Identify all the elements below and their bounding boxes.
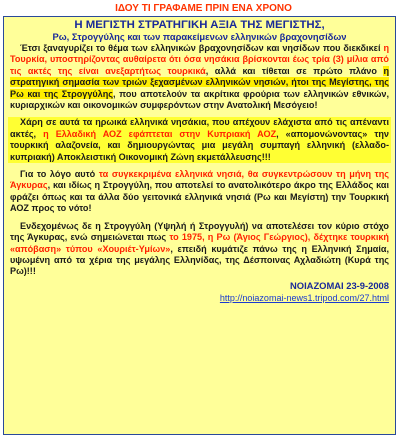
p1-text-e: , που αποτελούν τα ακρίτικα φρούρια των ελληνικών εθνικών, κυριαρχικών και οικονομικών συμφερόντων στην Ανατολική Μεσόγειο! [10,88,389,111]
p1-red-claim: η Τουρκία, υποστηρίζοντας αυθαίρετα ότι όσα νησάκια βρίσκονται έως τρία (3) μίλια από τις ακτές της είναι ανεξαρτήτως τουρκικά [10,43,389,76]
paragraph-3 [10,169,389,215]
article-subtitle: Ρω, Στρογγύλης και των παρακείμενων ελληνικών βραχονησίδων [52,31,347,42]
paragraph-1 [10,43,389,111]
p2-text-c: , «απομονώνοντας» την τουρκική αλαζονεία, και δημιουργώντας μια μεγάλη συμπαγή ελληνική (ελλαδο-κυπριακή) Αποκλειστική Οικονομική Ζώνη εκμετάλλευσης!!! [10,128,389,162]
p1-text-a: Έτσι ξαναγυρίζει το θέμα των ελληνικών βραχονησίδων και νησίδων που διεκδικεί [20,43,384,53]
paragraph-4 [10,221,389,278]
p1-text-c: , αλλά και τίθεται σε πρώτο πλάνο [205,65,384,76]
p3-text-a: Για το λόγο αυτό [20,169,99,180]
paragraph-2 [8,117,391,163]
source-link[interactable]: http://noiazomai-news1.tripod.com/27.html [219,292,389,303]
signature: ΝΟΙΑΖΟΜΑΙ 23-9-2008 [290,279,389,291]
p1-highlight: η στρατηγική σημασία των τριών ξεχασμένων ελληνικών νησιών, ήτοι της Μεγίστης, της Ρω και της Στρογγύλης [10,65,389,99]
p4-red-1975: το 1975, η Ρω (Άγιος Γεώργιος), δέχτηκε τουρκική «απόβαση» τύπου «Χουριέτ-Υμίων» [10,232,389,254]
p3-text-c: , και ιδίως η Στρογγύλη, που αποτελεί το ανατολικότερο άκρο της Ελλάδος και φράζει όπως και τα άλλα δύο γειτονικά ελληνικά νησιά (Ρω και Μεγίστη) την Τουρκική ΑΟΖ προς το νότο! [10,180,389,214]
article-title: Η ΜΕΓΙΣΤΗ ΣΤΡΑΤΗΓΙΚΗ ΑΞΙΑ ΤΗΣ ΜΕΓΙΣΤΗΣ, [74,19,325,31]
p4-text-a: Ενδεχομένως δε η Στρογγύλη (Υψηλή ή Στρογγυλή) να αποτελέσει τον κύριο στόχο της Άγκυρας, ενώ σημειώνεται πως [10,220,389,243]
p4-text-c: , επειδή κυμάτιζε πάνω της η Ελληνική Σημαία, υψωμένη από τα χέρια της μεγάλης Ελληνίδας, της Δέσποινας Αχλαδιώτη (Κυρά της Ρω)!!! [10,243,389,277]
p2-red-aoz: η Ελλαδική ΑΟΖ εφάπτεται στην Κυπριακή ΑΟΖ [43,128,277,139]
kicker-heading: ΙΔΟΥ ΤΙ ΓΡΑΦΑΜΕ ΠΡΙΝ ΕΝΑ ΧΡΟΝΟ [115,3,292,14]
article-box [3,16,396,435]
p2-text-a: Χάρη σε αυτά τα ηρωικά ελληνικά νησάκια, που απέχουν ελάχιστα από τις απέναντι ακτές, [10,117,389,139]
p3-red-islands: τα συγκεκριμένα ελληνικά νησιά, θα συγκεντρώσουν τη μήνη της Άγκυρας [10,169,389,191]
